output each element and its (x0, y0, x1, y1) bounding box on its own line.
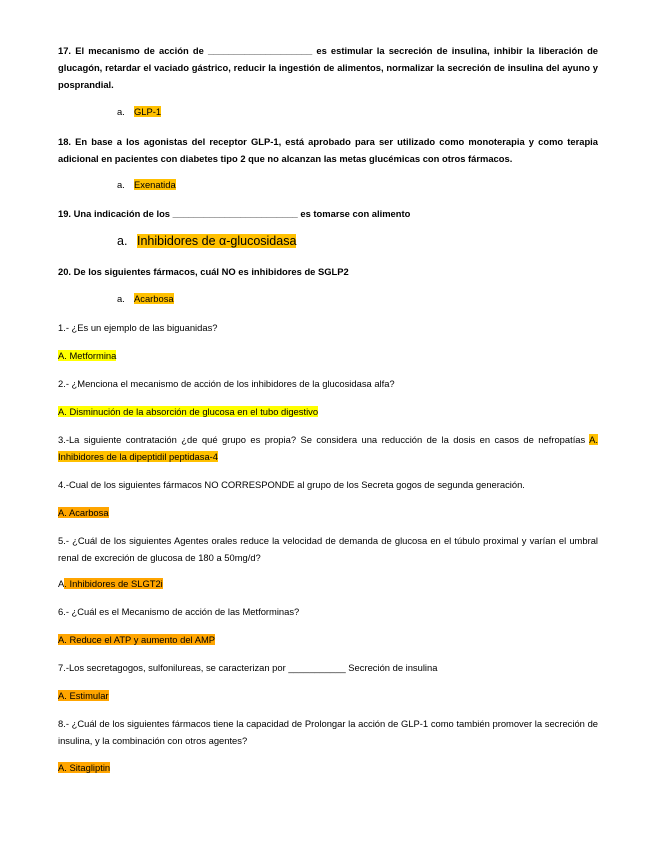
question-number: 18. (58, 136, 72, 147)
question-18-option: a. Exenatida (117, 179, 176, 190)
highlighted-answer: A. Reduce el ATP y aumento del AMP (58, 634, 216, 645)
highlighted-answer: A. Acarbosa (58, 507, 109, 518)
highlighted-answer: Acarbosa (134, 293, 174, 304)
highlighted-answer: A. Sitagliptin (58, 762, 111, 773)
highlighted-answer: GLP-1 (134, 106, 162, 117)
answer-blank: ____________________ (207, 45, 313, 56)
highlighted-answer: A. Inhibidores de la dipeptidil peptidasa-4 (58, 434, 598, 462)
question-number: 20. (58, 266, 72, 277)
highlighted-answer: A. Estimular (58, 690, 109, 701)
highlighted-answer: A. Disminución de la absorción de glucosa en el tubo digestivo (58, 406, 319, 417)
question-19: 19. Una indicación de los ________________________ es tomarse con alimento (58, 208, 411, 219)
item-4-question: 4.-Cual de los siguientes fármacos NO CORRESPONDE al grupo de los Secreta gogos de segunda generación. (58, 479, 525, 490)
item-3-question: 3.-La siguiente contratación ¿de qué grupo es propia? Se considera una reducción de la dosis en casos de nefropatías A. Inhibidores de la dipeptidil peptidasa-4 (58, 434, 598, 462)
item-8-question: 8.- ¿Cuál de los siguientes fármacos tiene la capacidad de Prolongar la acción de GLP-1 como también promover la secreción de insulina, y la combinación con otros agentes? (58, 718, 598, 746)
item-5-question: 5.- ¿Cuál de los siguientes Agentes orales reduce la velocidad de demanda de glucosa en el túbulo proximal y varían el umbral renal de excreción de glucosa de 180 a 50mg/d? (58, 535, 598, 563)
item-6-answer (58, 631, 598, 648)
highlighted-answer: Inhibidores de α-glucosidasa (137, 234, 297, 248)
item-4-answer (58, 504, 598, 521)
question-19-option: a. Inhibidores de α-glucosidasa (117, 234, 297, 248)
item-7-answer (58, 687, 598, 704)
item-1-question: 1.- ¿Es un ejemplo de las biguanidas? (58, 322, 218, 333)
question-20-option: a. Acarbosa (117, 293, 174, 304)
item-2-answer (58, 403, 598, 420)
answer-blank: ___________ (288, 662, 346, 673)
question-18: 18. En base a los agonistas del receptor GLP-1, está aprobado para ser utilizado como monoterapia y como terapia adicional en pacientes con diabetes tipo 2 que no alcanzan las metas glucémicas con otros fármacos. (58, 136, 598, 164)
item-5-answer: A. Inhibidores de SLGT2i (58, 578, 163, 589)
item-6-question: 6.- ¿Cuál es el Mecanismo de acción de las Metforminas? (58, 606, 300, 617)
question-number: 19. (58, 208, 72, 219)
highlighted-answer: Exenatida (134, 179, 176, 190)
item-8-answer (58, 759, 598, 776)
item-7-question: 7.-Los secretagogos, sulfonilureas, se caracterizan por ___________ Secreción de insulina (58, 662, 438, 673)
question-17-option: a. GLP-1 (117, 106, 162, 117)
question-20: 20. De los siguientes fármacos, cuál NO es inhibidores de SGLP2 (58, 266, 349, 277)
highlighted-answer: A. Metformina (58, 350, 117, 361)
question-17: 17. El mecanismo de acción de ____________________ es estimular la secreción de insulina, inhibir la liberación de glucagón, retardar el vaciado gástrico, reducir la ingestión de alimentos, normalizar la secreción de insulina del ayuno y posprandial. (58, 45, 599, 90)
question-number: 17. (58, 45, 72, 56)
highlighted-answer: . Inhibidores de SLGT2i (64, 578, 163, 589)
item-1-answer (58, 347, 598, 364)
item-2-question: 2.- ¿Menciona el mecanismo de acción de los inhibidores de la glucosidasa alfa? (58, 378, 395, 389)
answer-blank: ________________________ (172, 208, 298, 219)
